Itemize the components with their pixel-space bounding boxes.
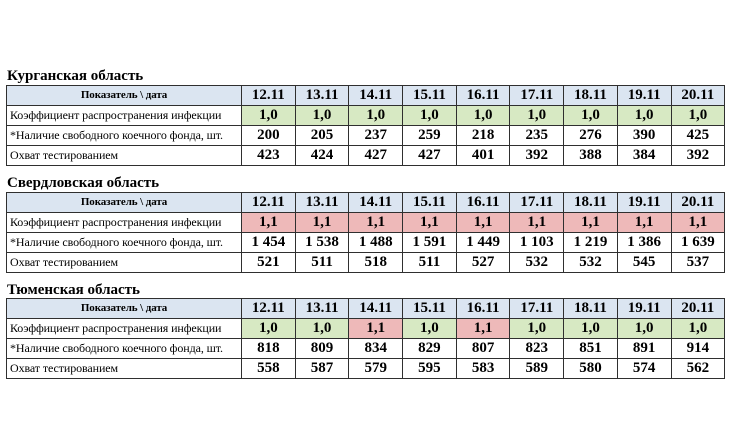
- infection-value: 1,1: [564, 213, 618, 233]
- infection-value: 1,0: [349, 106, 403, 126]
- testing-value: 545: [617, 253, 671, 273]
- beds-value: 205: [295, 126, 349, 146]
- date-header: 18.11: [564, 193, 618, 213]
- row-label-testing: Охват тестированием: [7, 359, 242, 379]
- beds-value: 891: [617, 339, 671, 359]
- infection-value: 1,1: [242, 213, 296, 233]
- infection-value: 1,0: [295, 106, 349, 126]
- testing-value: 589: [510, 359, 564, 379]
- table-tyumen: [6, 298, 725, 379]
- beds-value: 1 386: [617, 233, 671, 253]
- testing-row: [7, 359, 725, 379]
- infection-value: 1,0: [510, 106, 564, 126]
- infection-value: 1,1: [671, 213, 725, 233]
- beds-value: 1 488: [349, 233, 403, 253]
- row-label-infection: Коэффициент распространения инфекции: [7, 106, 242, 126]
- infection-value: 1,0: [456, 106, 510, 126]
- header-row: [7, 299, 725, 319]
- infection-value: 1,0: [564, 319, 618, 339]
- beds-value: 425: [671, 126, 725, 146]
- infection-value: 1,1: [295, 213, 349, 233]
- beds-value: 218: [456, 126, 510, 146]
- infection-value: 1,0: [242, 106, 296, 126]
- date-header: 19.11: [617, 86, 671, 106]
- testing-value: 518: [349, 253, 403, 273]
- beds-value: 823: [510, 339, 564, 359]
- beds-value: 200: [242, 126, 296, 146]
- date-header: 15.11: [403, 299, 457, 319]
- testing-value: 388: [564, 146, 618, 166]
- beds-value: 1 219: [564, 233, 618, 253]
- testing-value: 392: [510, 146, 564, 166]
- header-label: Показатель \ дата: [7, 86, 242, 106]
- date-header: 13.11: [295, 86, 349, 106]
- region-title-sverdlovsk: Свердловская область: [7, 175, 160, 191]
- infection-value: 1,1: [349, 319, 403, 339]
- beds-value: 829: [403, 339, 457, 359]
- testing-value: 427: [349, 146, 403, 166]
- row-label-infection: Коэффициент распространения инфекции: [7, 213, 242, 233]
- testing-value: 558: [242, 359, 296, 379]
- testing-row: [7, 253, 725, 273]
- testing-value: 384: [617, 146, 671, 166]
- date-header: 13.11: [295, 299, 349, 319]
- infection-value: 1,0: [510, 319, 564, 339]
- region-title-tyumen: Тюменская область: [7, 282, 140, 298]
- row-label-testing: Охват тестированием: [7, 253, 242, 273]
- testing-value: 423: [242, 146, 296, 166]
- infection-value: 1,0: [295, 319, 349, 339]
- table-kurgan: [6, 85, 725, 166]
- date-header: 12.11: [242, 86, 296, 106]
- beds-value: 259: [403, 126, 457, 146]
- table-sverdlovsk: [6, 192, 725, 273]
- infection-value: 1,1: [456, 319, 510, 339]
- row-label-beds: *Наличие свободного коечного фонда, шт.: [7, 126, 242, 146]
- infection-value: 1,1: [510, 213, 564, 233]
- testing-value: 427: [403, 146, 457, 166]
- beds-row: [7, 339, 725, 359]
- beds-row: [7, 233, 725, 253]
- beds-value: 235: [510, 126, 564, 146]
- date-header: 13.11: [295, 193, 349, 213]
- infection-value: 1,0: [671, 106, 725, 126]
- header-label: Показатель \ дата: [7, 299, 242, 319]
- testing-value: 392: [671, 146, 725, 166]
- row-label-beds: *Наличие свободного коечного фонда, шт.: [7, 339, 242, 359]
- testing-value: 511: [403, 253, 457, 273]
- row-label-infection: Коэффициент распространения инфекции: [7, 319, 242, 339]
- date-header: 16.11: [456, 299, 510, 319]
- testing-value: 562: [671, 359, 725, 379]
- testing-value: 587: [295, 359, 349, 379]
- testing-value: 579: [349, 359, 403, 379]
- beds-value: 1 591: [403, 233, 457, 253]
- header-row: [7, 86, 725, 106]
- infection-value: 1,0: [617, 319, 671, 339]
- date-header: 12.11: [242, 299, 296, 319]
- beds-value: 1 538: [295, 233, 349, 253]
- beds-value: 851: [564, 339, 618, 359]
- infection-value: 1,1: [349, 213, 403, 233]
- beds-value: 834: [349, 339, 403, 359]
- beds-value: 390: [617, 126, 671, 146]
- beds-row: [7, 126, 725, 146]
- date-header: 14.11: [349, 193, 403, 213]
- testing-value: 595: [403, 359, 457, 379]
- region-title-kurgan: Курганская область: [7, 68, 144, 84]
- testing-value: 424: [295, 146, 349, 166]
- header-row: [7, 193, 725, 213]
- testing-value: 532: [564, 253, 618, 273]
- row-label-beds: *Наличие свободного коечного фонда, шт.: [7, 233, 242, 253]
- date-header: 17.11: [510, 299, 564, 319]
- infection-row: [7, 319, 725, 339]
- testing-value: 583: [456, 359, 510, 379]
- testing-value: 537: [671, 253, 725, 273]
- beds-value: 809: [295, 339, 349, 359]
- beds-value: 1 639: [671, 233, 725, 253]
- testing-value: 574: [617, 359, 671, 379]
- date-header: 14.11: [349, 299, 403, 319]
- date-header: 12.11: [242, 193, 296, 213]
- testing-value: 401: [456, 146, 510, 166]
- beds-value: 237: [349, 126, 403, 146]
- date-header: 16.11: [456, 193, 510, 213]
- beds-value: 807: [456, 339, 510, 359]
- infection-value: 1,0: [671, 319, 725, 339]
- testing-row: [7, 146, 725, 166]
- date-header: 18.11: [564, 86, 618, 106]
- date-header: 14.11: [349, 86, 403, 106]
- date-header: 15.11: [403, 86, 457, 106]
- date-header: 19.11: [617, 193, 671, 213]
- date-header: 16.11: [456, 86, 510, 106]
- beds-value: 1 454: [242, 233, 296, 253]
- row-label-testing: Охват тестированием: [7, 146, 242, 166]
- date-header: 20.11: [671, 193, 725, 213]
- date-header: 18.11: [564, 299, 618, 319]
- infection-value: 1,0: [403, 319, 457, 339]
- header-label: Показатель \ дата: [7, 193, 242, 213]
- infection-value: 1,1: [403, 213, 457, 233]
- infection-value: 1,0: [403, 106, 457, 126]
- testing-value: 511: [295, 253, 349, 273]
- beds-value: 914: [671, 339, 725, 359]
- beds-value: 1 449: [456, 233, 510, 253]
- infection-row: [7, 213, 725, 233]
- infection-value: 1,0: [564, 106, 618, 126]
- beds-value: 276: [564, 126, 618, 146]
- date-header: 20.11: [671, 86, 725, 106]
- testing-value: 532: [510, 253, 564, 273]
- infection-value: 1,1: [456, 213, 510, 233]
- testing-value: 580: [564, 359, 618, 379]
- date-header: 19.11: [617, 299, 671, 319]
- date-header: 17.11: [510, 193, 564, 213]
- date-header: 20.11: [671, 299, 725, 319]
- infection-row: [7, 106, 725, 126]
- infection-value: 1,1: [617, 213, 671, 233]
- beds-value: 818: [242, 339, 296, 359]
- testing-value: 521: [242, 253, 296, 273]
- infection-value: 1,0: [617, 106, 671, 126]
- testing-value: 527: [456, 253, 510, 273]
- date-header: 15.11: [403, 193, 457, 213]
- beds-value: 1 103: [510, 233, 564, 253]
- date-header: 17.11: [510, 86, 564, 106]
- infection-value: 1,0: [242, 319, 296, 339]
